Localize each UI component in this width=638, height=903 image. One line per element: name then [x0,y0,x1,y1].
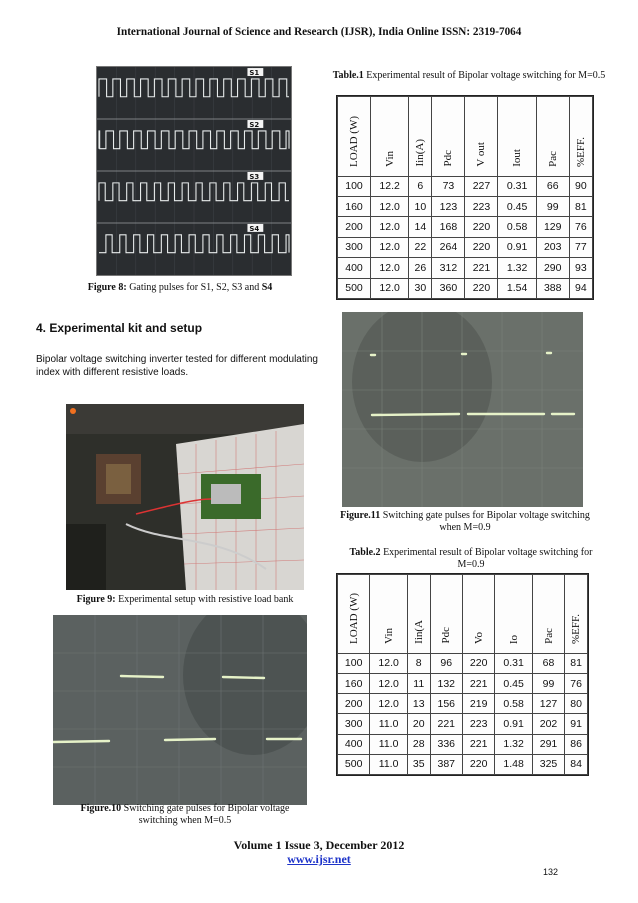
table-row [338,734,588,754]
column-header [495,575,532,654]
table-row [338,237,593,257]
table-cell: 12.0 [371,258,409,278]
table-cell: 28 [407,734,430,754]
figure-8-bold: S4 [261,282,273,293]
table-cell: 11 [407,673,430,693]
table-cell: 300 [338,237,371,257]
table-cell: 20 [407,714,430,734]
figure-10-text: Switching gate pulses for Bipolar voltage switching when M=0.5 [123,803,290,826]
section-title: 4. Experimental kit and setup [36,321,203,335]
table-cell: 0.45 [498,196,536,216]
table-cell: 11.0 [370,714,407,734]
table-row [338,217,593,237]
table-cell: 100 [338,176,371,196]
column-header [536,97,569,177]
column-header-label: Pac [542,627,555,644]
table-cell: 220 [465,237,498,257]
table-cell: 73 [432,176,465,196]
table-2-label: Table.2 [349,547,381,558]
column-header [371,97,409,177]
table-cell: 68 [532,653,564,673]
table-cell: 12.0 [371,237,409,257]
table-1-label: Table.1 [332,70,364,81]
table-cell: 160 [338,673,370,693]
table-cell: 11.0 [370,754,407,774]
table-cell: 30 [409,278,432,298]
table-row [338,673,588,693]
table-cell: 13 [407,694,430,714]
table-cell: 200 [338,694,370,714]
table-header-row [338,97,593,177]
table-2-caption [336,547,606,571]
table-cell: 220 [462,754,494,774]
figure-8-label: Figure 8: [87,282,127,293]
table-cell: 12.0 [370,673,407,693]
table-cell: 93 [569,258,592,278]
column-header [409,97,432,177]
table-cell: 400 [338,258,371,278]
column-header [370,575,407,654]
table-cell: 221 [462,673,494,693]
table-cell: 219 [462,694,494,714]
figure-8-caption [60,282,300,294]
table-cell: 1.32 [498,258,536,278]
footer-url-link[interactable]: www.ijsr.net [287,852,351,866]
column-header-label: V out [475,142,488,167]
table-cell: 81 [565,653,588,673]
column-header-label: LOAD (W) [347,592,360,644]
table2-grid [337,574,588,775]
table-cell: 12.0 [371,196,409,216]
table-cell: 132 [430,673,462,693]
table-cell: 156 [430,694,462,714]
table-cell: 123 [432,196,465,216]
table-cell: 76 [569,217,592,237]
table-cell: 6 [409,176,432,196]
column-header [565,575,588,654]
table-2-text: Experimental result of Bipolar voltage switching for M=0.9 [383,547,593,570]
table-cell: 84 [565,754,588,774]
column-header-label: LOAD (W) [348,115,361,167]
table-cell: 0.45 [495,673,532,693]
table-row [338,258,593,278]
table-cell: 1.54 [498,278,536,298]
table-cell: 220 [465,217,498,237]
column-header [532,575,564,654]
column-header [338,575,370,654]
channel-label: S4 [249,224,260,233]
figure-9-caption [60,594,310,606]
table-cell: 96 [430,653,462,673]
figure-8-text: Gating pulses for S1, S2, S3 and [129,282,262,293]
table-row [338,754,588,774]
table-cell: 227 [465,176,498,196]
column-header-label: Pdc [440,627,453,644]
table-cell: 1.48 [495,754,532,774]
table-cell: 12.0 [370,694,407,714]
table-cell: 360 [432,278,465,298]
channel-label: S3 [249,172,260,181]
table-header-row [338,575,588,654]
table-cell: 12.0 [371,217,409,237]
table-cell: 100 [338,653,370,673]
table-cell: 129 [536,217,569,237]
table-cell: 81 [569,196,592,216]
table-cell: 94 [569,278,592,298]
table-cell: 300 [338,714,370,734]
column-header [338,97,371,177]
column-header-label: Iin(A) [414,139,427,167]
table-row [338,196,593,216]
table-row [338,278,593,298]
column-header-label: Vin [383,150,396,167]
table-cell: 203 [536,237,569,257]
journal-header: International Journal of Science and Research (IJSR), India Online ISSN: 2319-7064 [116,26,522,38]
footer [0,838,638,866]
figure-11-caption [340,510,590,534]
column-header [569,97,592,177]
table-cell: 10 [409,196,432,216]
table-cell: 336 [430,734,462,754]
table-cell: 325 [532,754,564,774]
table-cell: 12.0 [370,653,407,673]
section-paragraph: Bipolar voltage switching inverter tested for different modulating index with different resistive loads. [36,354,318,378]
table-cell: 221 [430,714,462,734]
table-cell: 11.0 [370,734,407,754]
table-cell: 200 [338,217,371,237]
scope-photo-m05 [53,615,307,805]
table-cell: 221 [465,258,498,278]
table-cell: 99 [536,196,569,216]
column-header [432,97,465,177]
column-header-label: Pac [546,150,559,167]
column-header-label: %EFF. [570,613,583,644]
table-cell: 264 [432,237,465,257]
table-cell: 400 [338,734,370,754]
table-cell: 220 [462,653,494,673]
column-header [465,97,498,177]
column-header [430,575,462,654]
table-row [338,694,588,714]
figure-11-text: Switching gate pulses for Bipolar voltage switching when M=0.9 [382,510,590,533]
table-cell: 1.32 [495,734,532,754]
column-header-label: Iout [511,148,524,167]
column-header-label: Pdc [442,150,455,167]
table-cell: 86 [565,734,588,754]
table-cell: 77 [569,237,592,257]
table-cell: 221 [462,734,494,754]
column-header [462,575,494,654]
table-cell: 35 [407,754,430,774]
column-header [498,97,536,177]
table-cell: 12.0 [371,278,409,298]
table-cell: 66 [536,176,569,196]
column-header-label: Vo [472,631,485,644]
table-cell: 22 [409,237,432,257]
table-cell: 223 [465,196,498,216]
table-cell: 90 [569,176,592,196]
page-number: 132 [543,867,559,877]
table-cell: 91 [565,714,588,734]
table-cell: 168 [432,217,465,237]
experimental-setup-photo [66,404,304,590]
table-cell: 291 [532,734,564,754]
column-header-label: Io [507,634,520,644]
footer-volume: Volume 1 Issue 3, December 2012 [233,838,405,852]
table-cell: 26 [409,258,432,278]
table-2 [336,573,589,776]
channel-label: S1 [249,68,260,77]
table-cell: 0.91 [495,714,532,734]
scope-photo-m09 [342,312,583,507]
gating-pulses-plot [97,67,291,275]
table-cell: 8 [407,653,430,673]
figure-11-label: Figure.11 [340,510,381,521]
column-header [407,575,430,654]
table-1-text: Experimental result of Bipolar voltage switching for M=0.5 [366,70,606,81]
table-cell: 99 [532,673,564,693]
table-cell: 312 [432,258,465,278]
table-cell: 0.31 [498,176,536,196]
table-cell: 388 [536,278,569,298]
figure-10-caption [60,803,310,827]
figure-9-label: Figure 9: [76,594,116,605]
table-cell: 76 [565,673,588,693]
table-cell: 160 [338,196,371,216]
table-cell: 500 [338,278,371,298]
table1-grid [337,96,593,299]
column-header-label: Iin(A [412,619,425,644]
table-cell: 500 [338,754,370,774]
table-cell: 0.58 [498,217,536,237]
table-cell: 0.58 [495,694,532,714]
table-cell: 387 [430,754,462,774]
table-cell: 220 [465,278,498,298]
table-cell: 290 [536,258,569,278]
table-cell: 14 [409,217,432,237]
table-row [338,653,588,673]
table-cell: 0.91 [498,237,536,257]
table-cell: 12.2 [371,176,409,196]
table-cell: 127 [532,694,564,714]
table-1-caption [330,70,608,82]
column-header-label: Vin [382,627,395,644]
table-row [338,176,593,196]
figure-10-label: Figure.10 [80,803,122,814]
table-cell: 80 [565,694,588,714]
table-cell: 0.31 [495,653,532,673]
column-header-label: %EFF. [574,136,587,167]
table-row [338,714,588,734]
gating-pulses-figure [96,66,292,276]
figure-9-text: Experimental setup with resistive load bank [118,594,294,605]
channel-label: S2 [249,120,260,129]
table-1 [336,95,594,300]
table-cell: 202 [532,714,564,734]
table-cell: 223 [462,714,494,734]
